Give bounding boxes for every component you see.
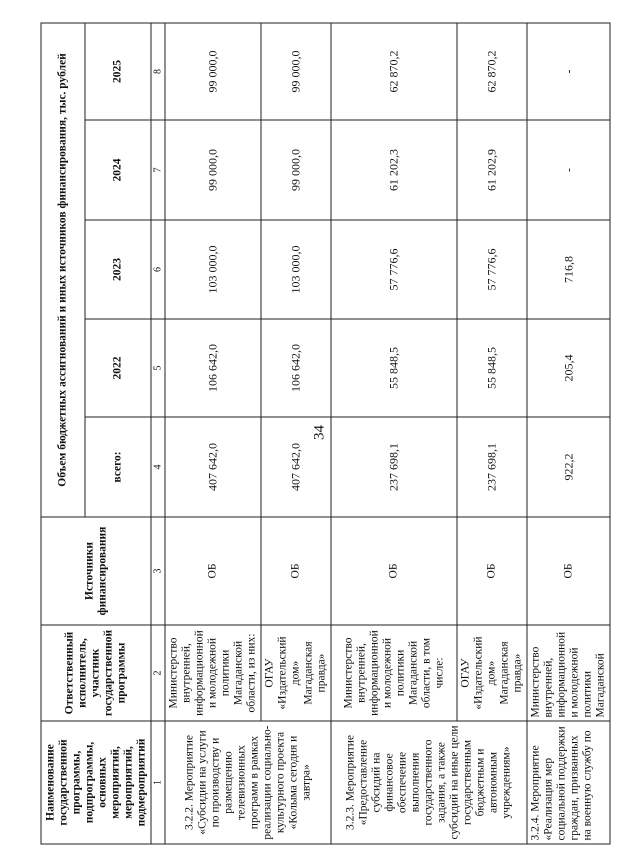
activity-name: 3.2.4. Мероприятие «Реализация мер социальной поддержки граждан, призванных на военную службу по <box>527 721 610 844</box>
cell-2024: 99 000,0 <box>165 120 261 220</box>
header-total: всего: <box>85 417 151 517</box>
cell-2025: 99 000,0 <box>165 22 261 119</box>
cell-2024: 61 202,9 <box>457 120 527 220</box>
source-cell: ОБ <box>527 517 610 625</box>
total-cell: 407 642,0 <box>261 417 331 517</box>
activity-name: 3.2.3. Мероприятие «Предоставление субсидий на финансовое обеспечение выполнения государственного задания, а также субсидий на иные цели государственным бюджетным и автономным учреждениям» <box>331 721 527 844</box>
column-index: 4 <box>151 417 165 517</box>
column-index-row <box>151 22 165 843</box>
source-cell: ОБ <box>331 517 457 625</box>
header-2024: 2024 <box>85 120 151 220</box>
financing-table <box>40 22 610 844</box>
executor-cell: Министерство внутренней, информационной и молодежной политики Магаданской области, в том числе: <box>331 625 457 721</box>
cell-2022: 205,4 <box>527 319 610 417</box>
header-2025: 2025 <box>85 22 151 119</box>
cell-2022: 106 642,0 <box>261 319 331 417</box>
executor-cell: Министерство внутренней, информационной и молодежной политики Магаданской области, из них: <box>165 625 261 721</box>
source-cell: ОБ <box>261 517 331 625</box>
cell-2025: - <box>527 22 610 119</box>
column-index: 8 <box>151 22 165 119</box>
header-name: Наименование государственной программы, подпрограммы, основных мероприятий, мероприятий, подмероприятий <box>41 721 151 844</box>
cell-2023: 103 000,0 <box>165 220 261 319</box>
header-source: Источники финансирования <box>41 517 151 625</box>
cell-2023: 57 776,6 <box>331 220 457 319</box>
header-executor: Ответственный исполнитель, участник государственной программы <box>41 625 151 721</box>
total-cell: 237 698,1 <box>331 417 457 517</box>
column-index: 5 <box>151 319 165 417</box>
total-cell: 407 642,0 <box>165 417 261 517</box>
header-funding-group: Объем бюджетных ассигнований и иных источников финансирования, тыс. рублей <box>41 22 85 516</box>
source-cell: ОБ <box>165 517 261 625</box>
executor-cell: Министерство внутренней, информационной и молодежной политики Магаданской <box>527 625 610 721</box>
cell-2022: 106 642,0 <box>165 319 261 417</box>
table-row <box>331 22 457 843</box>
cell-2024: 61 202,3 <box>331 120 457 220</box>
cell-2023: 57 776,6 <box>457 220 527 319</box>
page-number: 34 <box>311 425 328 440</box>
executor-cell: ОГАУ «Издательский дом» Магаданская правда» <box>457 625 527 721</box>
cell-2025: 99 000,0 <box>261 22 331 119</box>
cell-2024: 99 000,0 <box>261 120 331 220</box>
column-index: 6 <box>151 220 165 319</box>
table-row <box>457 22 527 843</box>
total-cell: 922,2 <box>527 417 610 517</box>
executor-cell: ОГАУ «Издательский дом» Магаданская правда» <box>261 625 331 721</box>
column-index: 7 <box>151 120 165 220</box>
financing-table-sheet <box>40 23 606 844</box>
cell-2025: 62 870,2 <box>331 22 457 119</box>
activity-name: 3.2.2. Мероприятие «Субсидии на услуги по производству и размещению телевизионных программ в рамках реализации социально-культурного проекта «Колыма сегодня и завтра» <box>165 721 331 844</box>
source-cell: ОБ <box>457 517 527 625</box>
header-2022: 2022 <box>85 319 151 417</box>
column-index: 3 <box>151 517 165 625</box>
cell-2022: 55 848,5 <box>457 319 527 417</box>
table-row <box>165 22 261 843</box>
total-cell: 237 698,1 <box>457 417 527 517</box>
cell-2023: 716,8 <box>527 220 610 319</box>
column-index: 2 <box>151 625 165 721</box>
cell-2022: 55 848,5 <box>331 319 457 417</box>
table-row <box>527 22 610 843</box>
table-row <box>261 22 331 843</box>
cell-2023: 103 000,0 <box>261 220 331 319</box>
column-index: 1 <box>151 721 165 844</box>
cell-2025: 62 870,2 <box>457 22 527 119</box>
cell-2024: - <box>527 120 610 220</box>
header-2023: 2023 <box>85 220 151 319</box>
